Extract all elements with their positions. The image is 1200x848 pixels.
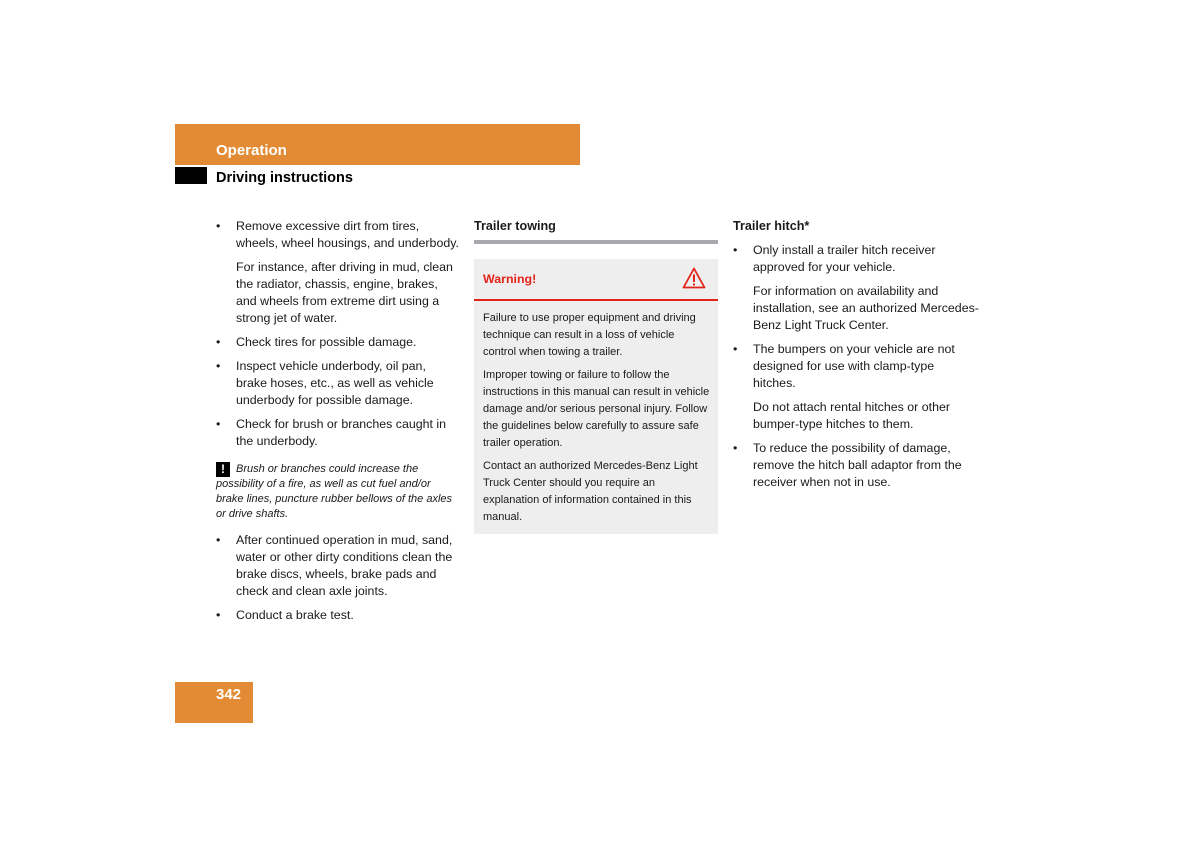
list-item-text: Check tires for possible damage. (236, 335, 417, 349)
list-item (216, 607, 460, 624)
warning-paragraph: Improper towing or failure to follow the instructions in this manual can result in vehicle damage and/or serious personal injury. Follow the guidelines below carefully to assure safe trailer operation. (483, 369, 710, 449)
section-heading: Trailer towing (474, 219, 556, 233)
list-item (216, 218, 460, 252)
list-item-text: To reduce the possibility of damage, remove the hitch ball adaptor from the receiver when not in use. (753, 441, 962, 489)
list-item-text: Only install a trailer hitch receiver approved for your vehicle. (753, 243, 936, 274)
section-heading: Trailer hitch* (733, 219, 810, 233)
list-item-text: The bumpers on your vehicle are not designed for use with clamp-type hitches. (753, 342, 955, 390)
bullet-icon: • (733, 243, 738, 257)
list-item-text: Check for brush or branches caught in the underbody. (236, 417, 447, 448)
list-item (216, 334, 460, 351)
warning-title: Warning! (483, 272, 537, 286)
header-marker (175, 167, 207, 184)
list-item (733, 242, 979, 276)
exclamation-icon: ! (216, 462, 230, 477)
list-item-detail: For instance, after driving in mud, clean the radiator, chassis, engine, brakes, and wheels from extreme dirt using a strong jet of water. (236, 260, 453, 325)
column-trailer-towing (474, 218, 718, 534)
list-item (216, 358, 460, 409)
list-item-text: After continued operation in mud, sand, water or other dirty conditions clean the brake discs, wheels, brake pads and check and clean axle joints. (236, 533, 453, 598)
bullet-icon: • (216, 219, 221, 233)
bullet-icon: • (216, 359, 221, 373)
page-number: 342 (216, 686, 242, 703)
list-item-text: Inspect vehicle underbody, oil pan, brake hoses, etc., as well as vehicle underbody for possible damage. (236, 359, 434, 407)
list-item (216, 416, 460, 450)
column-trailer-hitch (733, 218, 979, 498)
list-item-text: Remove excessive dirt from tires, wheels, wheel housings, and underbody. (236, 219, 459, 250)
caution-note (216, 462, 460, 522)
warning-paragraph: Failure to use proper equipment and driving technique can result in a loss of vehicle control when towing a trailer. (483, 312, 696, 358)
bullet-icon: • (216, 533, 221, 547)
warning-paragraph: Contact an authorized Mercedes-Benz Light Truck Center should you require an explanation of information contained in this manual. (483, 460, 698, 523)
section-title: Operation (216, 142, 287, 159)
bullet-icon: • (733, 441, 738, 455)
list-item (733, 440, 979, 491)
column-maintenance (216, 218, 460, 631)
page-number-band (175, 682, 253, 723)
warning-triangle-icon (682, 267, 706, 289)
caution-note-text: Brush or branches could increase the possibility of a fire, as well as cut fuel and/or brake lines, puncture rubber bellows of the axles or drive shafts. (216, 463, 453, 520)
bullet-icon: • (216, 608, 221, 622)
list-item-detail: Do not attach rental hitches or other bumper-type hitches to them. (753, 400, 950, 431)
subsection-title: Driving instructions (216, 170, 353, 186)
warning-box (474, 259, 718, 534)
list-item-detail: For information on availability and installation, see an authorized Mercedes-Benz Light Truck Center. (753, 284, 979, 332)
heading-rule (474, 240, 718, 244)
bullet-icon: • (216, 417, 221, 431)
list-item (216, 532, 460, 600)
list-item-text: Conduct a brake test. (236, 608, 354, 622)
bullet-icon: • (733, 342, 738, 356)
list-item (733, 341, 979, 392)
warning-header (474, 259, 718, 301)
bullet-icon: • (216, 335, 221, 349)
